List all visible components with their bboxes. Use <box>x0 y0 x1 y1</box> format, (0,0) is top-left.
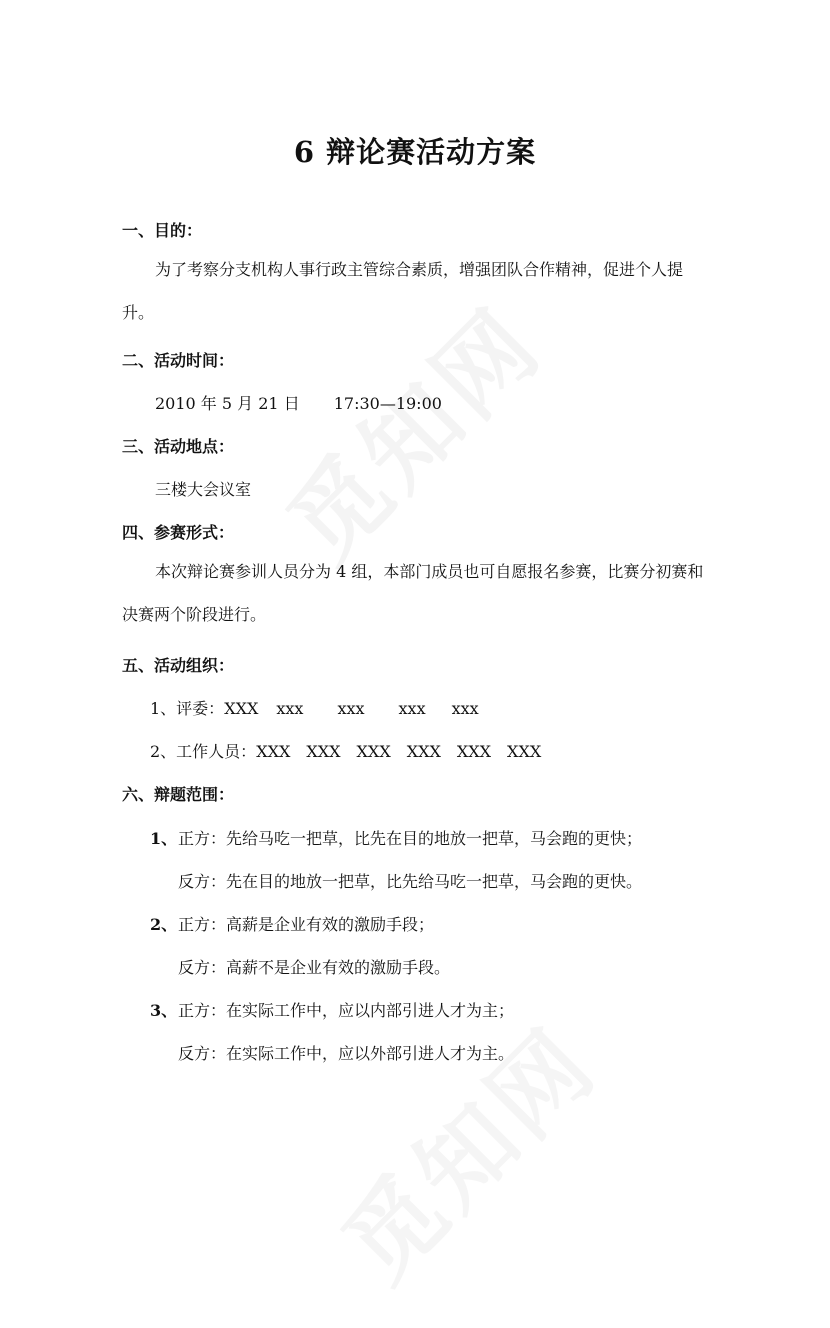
topic-1-con: 反方：先在目的地放一把草，比先给马吃一把草，马会跑的更快。 <box>178 872 643 891</box>
format-text: 本次辩论赛参训人员分为 4 组，本部门成员也可自愿报名参赛，比赛分初赛和决赛两个阶段进行。 <box>122 562 704 624</box>
purpose-text: 为了考察分支机构人事行政主管综合素质，增强团队合作精神，促进个人提升。 <box>122 260 684 322</box>
staff-name: XXX <box>406 742 441 761</box>
topic-pro-text: 正方：在实际工作中，应以内部引进人才为主； <box>178 1001 515 1020</box>
topic-number: 1、 <box>150 829 178 848</box>
topic-number: 3、 <box>150 1001 178 1020</box>
judge-name: xxx <box>451 699 479 718</box>
judge-name: xxx <box>337 699 365 718</box>
section-heading-purpose: 一、目的： <box>122 221 203 240</box>
section-heading-topics: 六、辩题范围： <box>122 785 235 804</box>
topic-pro-text: 正方：高薪是企业有效的激励手段； <box>178 915 435 934</box>
section-heading-organization: 五、活动组织： <box>122 656 235 675</box>
topic-number: 2、 <box>150 915 178 934</box>
staff-line <box>150 739 557 762</box>
judges-line <box>150 696 495 719</box>
event-hours: 17:30—19:00 <box>333 394 442 413</box>
staff-name: XXX <box>507 742 542 761</box>
event-time <box>155 391 442 414</box>
page-title: 6 辩论赛活动方案 <box>293 135 537 169</box>
staff-label: 2、工作人员： <box>150 742 257 761</box>
judge-name: xxx <box>398 699 426 718</box>
topic-pro-text: 正方：先给马吃一把草，比先在目的地放一把草，马会跑的更快； <box>178 829 643 848</box>
judges-label: 1、评委： <box>150 699 225 718</box>
section-heading-format: 四、参赛形式： <box>122 523 235 542</box>
section-heading-location: 三、活动地点： <box>122 437 235 456</box>
event-date: 2010 年 5 月 21 日 <box>155 394 300 413</box>
topic-2-con: 反方：高薪不是企业有效的激励手段。 <box>178 958 451 977</box>
staff-name: XXX <box>356 742 391 761</box>
topic-3-pro <box>150 998 514 1021</box>
topic-2-pro <box>150 912 434 935</box>
staff-name: XXX <box>256 742 291 761</box>
topic-1-pro <box>150 826 642 849</box>
topic-3-con: 反方：在实际工作中，应以外部引进人才为主。 <box>178 1044 515 1063</box>
staff-name: XXX <box>306 742 341 761</box>
staff-name: XXX <box>456 742 492 761</box>
judge-name: xxx <box>276 699 304 718</box>
watermark-bottom <box>297 982 643 1328</box>
judge-name: XXX <box>224 699 259 718</box>
event-location: 三楼大会议室 <box>155 480 252 499</box>
section-heading-time: 二、活动时间： <box>122 351 235 370</box>
